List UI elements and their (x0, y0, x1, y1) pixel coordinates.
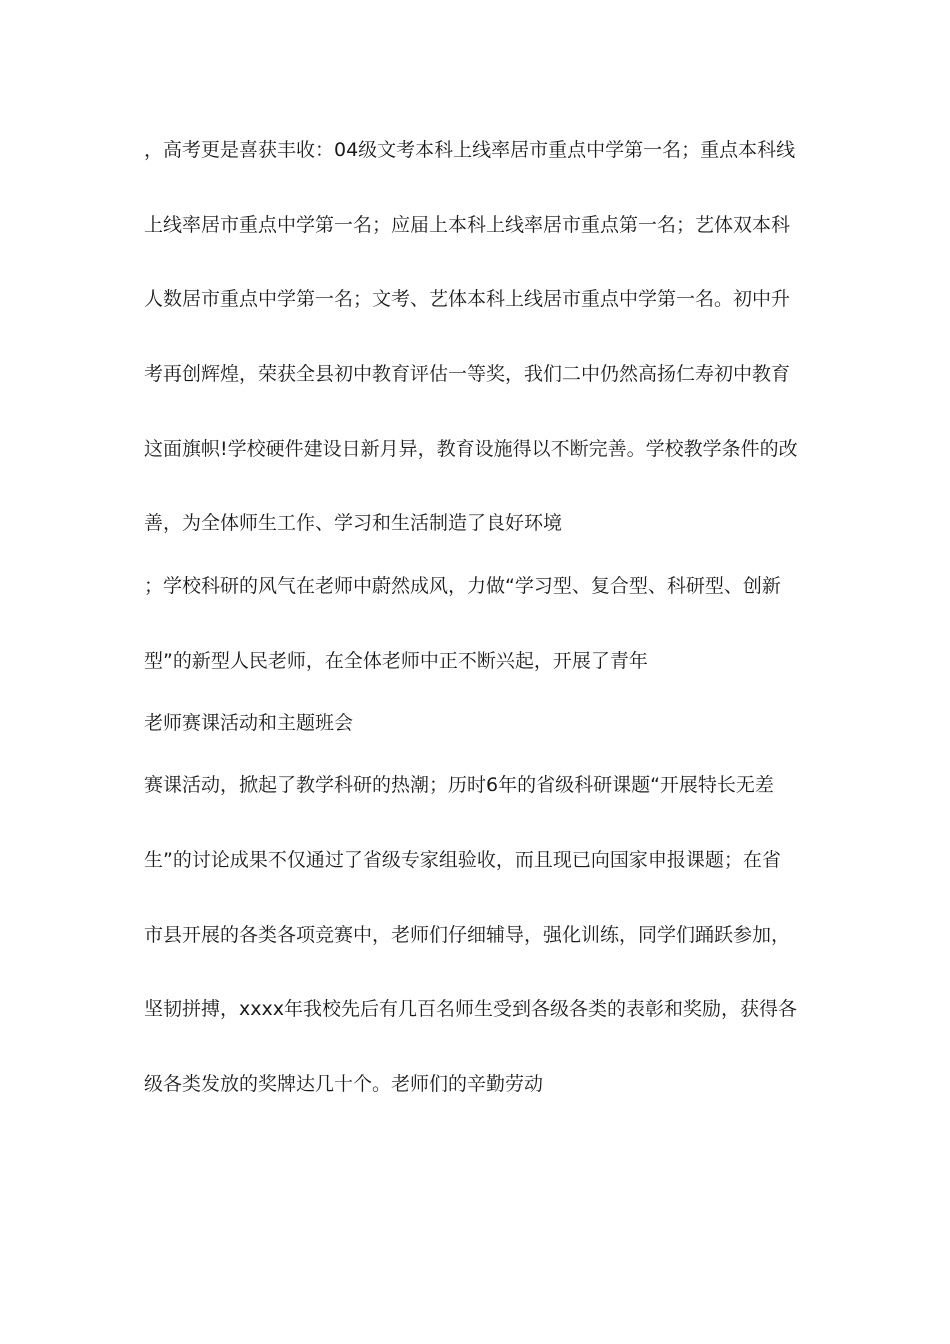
text-line: 善，为全体师生工作、学习和生活制造了良好环境 (144, 512, 563, 534)
text-line: 生”的讨论成果不仅通过了省级专家组验收，而且现已向国家申报课题；在省 (144, 849, 781, 871)
text-line: 坚韧拼搏，xxxx年我校先后有几百名师生受到各级各类的表彰和奖励，获得各 (144, 998, 797, 1020)
text-line: 上线率居市重点中学第一名；应届上本科上线率居市重点第一名；艺体双本科 (144, 214, 791, 236)
text-line: 型”的新型人民老师，在全体老师中正不断兴起，开展了青年 (144, 650, 648, 672)
text-line: 人数居市重点中学第一名；文考、艺体本科上线居市重点中学第一名。初中升 (144, 288, 791, 310)
text-line: 老师赛课活动和主题班会 (144, 712, 354, 734)
text-line: ，高考更是喜获丰收：04级文考本科上线率居市重点中学第一名；重点本科线 (144, 139, 796, 161)
text-line: ；学校科研的风气在老师中蔚然成风，力做“学习型、复合型、科研型、创新 (144, 575, 781, 597)
text-line: 考再创辉煌，荣获全县初中教育评估一等奖，我们二中仍然高扬仁寿初中教育 (144, 363, 791, 385)
text-line: 赛课活动，掀起了教学科研的热潮；历时6年的省级科研课题“开展特长无差 (144, 774, 774, 796)
text-line: 市县开展的各类各项竞赛中，老师们仔细辅导，强化训练，同学们踊跃参加， (144, 924, 791, 946)
text-line: 这面旗帜!学校硬件建设日新月异，教育设施得以不断完善。学校教学条件的改 (144, 438, 798, 460)
text-line: 级各类发放的奖牌达几十个。老师们的辛勤劳动 (144, 1073, 544, 1095)
